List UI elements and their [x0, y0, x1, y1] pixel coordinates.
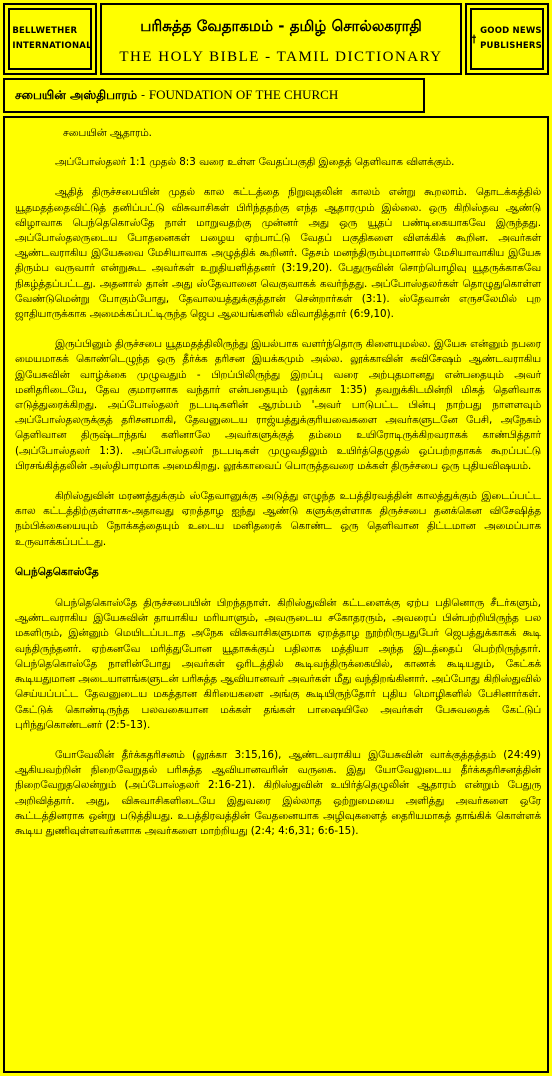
bellwether-logo-box: [3, 3, 97, 75]
cross-icon: [472, 24, 476, 54]
section-title-separator: -: [137, 88, 149, 102]
paragraph: பெந்தெகொஸ்தே திருச்சபையின் பிறந்தநாள். கிறிஸ்துவின் கட்டளைக்கு ஏற்ப பதினொரு சீடர்களும், ஆண்டவராகிய இயேசுவின் தாயாகிய மரியாளும், அவருடைய சகோதரரும், அவரைப் பின்பற்றியிருந்த பல மகளிரும், இன்னும் மெயிடப்படாத அநேக விசுவாசிகளுமாக ஏறத்தாழ நூற்றிருபதுபேர் ஜெபத்துக்காகக் கூடி வந்திருந்தனர். ஏற்கனவே மரித்துபோன யூதாசுக்குப் பதிலாக மத்தியா அந்த இடத்தைப் பெற்றிருந்தார். பெந்தெகொஸ்தே நாளின்போது அவர்கள் ஒரிடத்தில் கூடிவந்திருக்கையில், காணக் கூடியதும், கேட்கக் கூடியதுமான அடையாளங்களுடன் பரிசுத்த ஆவியானவர் அவர்கள் மீது வந்திறங்கினார். அப்போது கிறிஸ்துவில் செய்யப்பட்ட தேவனுடைய மகத்தான கிரியைகளை அங்கு கூடியிருந்தோர் புதிய மொழிகளில் பேசினார்கள். கேட்டுக் கொண்டிருந்த பலவகையான மக்கள் தங்கள் பாஷையிலே அவர்கள் பேசுவதைக் கேட்டுப் புரிந்துகொண்டனர் (2:5-13).: [15, 597, 541, 731]
paragraph: கிறிஸ்துவின் மரணத்துக்கும் ஸ்தேவானுக்கு அடுத்து எழுந்த உபத்திரவத்தின் காலத்துக்கும் இடைப்பட்ட கால கட்டத்திற்குள்ளாக-அதாவது ஏறத்தாழ ஐந்து ஆண்டு களுக்குள்ளாக திருச்சபை தனக்கென விசேஷித்த நம்பிக்கையையும் நோக்கத்தையும் உடைய மனிதரைக் கொண்ட ஒரு தெளிவான திட்டமான அமைப்பாக உருவாக்கப்பட்டது.: [15, 490, 541, 548]
paragraph-heading: சபையின் ஆதாரம்.: [63, 127, 152, 139]
good-news-logo-line1: GOOD NEWS: [480, 26, 542, 36]
section-title: [15, 87, 338, 104]
bellwether-logo-line2: INTERNATIONAL: [12, 41, 92, 51]
bellwether-logo: [8, 8, 92, 70]
title-tamil: பரிசுத்த வேதாகமம் - தமிழ் சொல்லகராதி: [140, 17, 422, 35]
title-box: [100, 3, 462, 75]
good-news-logo-line2: PUBLISHERS: [480, 41, 542, 51]
paragraph: அப்போஸ்தலர் 1:1 முதல் 8:3 வரை உள்ள வேதப்பகுதி இதைத் தெளிவாக விளக்கும்.: [55, 156, 455, 169]
good-news-logo: [470, 8, 544, 70]
section-title-box: [3, 78, 425, 113]
section-title-tamil: சபையின் அஸ்திபாரம்: [15, 88, 138, 102]
good-news-logo-box: [465, 3, 549, 75]
title-english: THE HOLY BIBLE - TAMIL DICTIONARY: [119, 49, 443, 65]
subheading-pentecost: பெந்தெகொஸ்தே: [15, 565, 99, 578]
article-body: [15, 126, 541, 1067]
paragraph: இருப்பினும் திருச்சபை யூதமதத்திலிருந்து இயல்பாக வளர்ந்தொரு கிளையுமல்ல. இயேசு என்னும் நபரை மையமாகக் கொண்டெழுந்த ஒரு தீர்க்க தரிசன இயக்கமும் அல்ல. லூக்காவின் சுவிசேஷம் ஆண்டவராகிய இயேசுவின் வாழ்க்கை முழுவதும் - பிறப்பிலிருந்து இறப்பு வரை அற்புதமானது என்பதையும் அவர் மனிதரிடையே, தேவ குமாரனாக வந்தார் என்பதையும் (லூக்கா 1:35) தவறுக்கிடமின்றி மிகத் தெளிவாக எடுத்துரைக்கிறது. அப்போஸ்தலர் நடபடிகளின் ஆரம்பம் 'அவர் பாடுபட்ட பின்பு நாற்பது நாளளவும் அப்போஸ்தலருக்குத் தரிசனமாகி, தேவனுடைய ராஜ்யத்துக்குரியவைகளை அவர்களுடனே பேசி, அநேகம் தெளிவான திருஷ்டாந்தங் களினாலே அவர்களுக்குத் தம்மை உயிரோடிருக்கிறவராகக் காண்பித்தார் (அப்போஸ்தலர் 1:3). அப்போஸ்தலர் நடபடிகள் முழுவதிலும் உயிர்த்தெழுதல் ஒப்பற்றதாகக் கூறப்பட்டு பிரசங்கித்தலின் அஸ்திபாரமாக அமைகிறது. லூக்காவைப் பொருத்தவரை மக்கள் திருச்சபை ஒரு புதியவிஷயம்.: [15, 338, 541, 472]
paragraph: ஆதித் திருச்சபையின் முதல் கால கட்டத்தை நிறுவுதலின் காலம் என்று கூறலாம். தொடக்கத்தில் யூதமதத்தைவிட்டுத் தனிப்பட்டு விசுவாசிகள் பிரிந்ததற்கு எந்த ஆதாரமும் இல்லை. ஒரு கிறிஸ்தவ ஆண்டு விழாவாக பெந்தெகொஸ்தே நாள் மாறுவதற்கு முன்னர் அது ஒரு யூதப் பண்டிகையாகவே இருந்தது. அப்போஸ்தலருடைய போதனைகள் பழைய ஏற்பாட்டு வேதப் பகுதிகளை விளக்கிக் கூறின. அவர்கள் ஆண்டவராகிய இயேசுவை மேசியாவாக அழுத்திக் கூறினர். தேசம் மனந்திரும்புமானால் மேசியாவாகிய இயேசு திரும்ப வருவார் என்றுகூட அவர்கள் உறுதியளித்தனர் (3:19,20). பேதுருவின் சொற்பொழிவு யூதருக்காகவே நிகழ்த்தப்பட்டது. அதனால் தான் அது ஸ்தேவானை வெகுவாகக் கவர்ந்தது. அப்போஸ்தலர்கள் தொழுதுகொள்ள வேண்டுமென்று போகும்போது, தேவாலயத்துக்குத்தான் சென்றார்கள் (3:1). ஸ்தேவான் எருசலேமில் புற ஜாதியாருக்காக அமைக்கப்பட்டிருந்த ஜெப ஆலயங்களில் விவாதித்தார் (6:9,10).: [15, 186, 541, 321]
bellwether-logo-line1: BELLWETHER: [12, 26, 78, 36]
paragraph: யோவேலின் தீர்க்கதரிசனம் (லூக்கா 3:15,16), ஆண்டவராகிய இயேசுவின் வாக்குத்தத்தம் (24:49) ஆகியவற்றின் நிறைவேறுதல் பரிசுத்த ஆவியானவரின் வருகை. இது யோவேலுடைய தீர்க்கதரிசனத்தின் நிறைவேறுதலென்றும் (அப்போஸ்தலர் 2:16-21). கிறிஸ்துவின் உயிர்த்தெழுலின் ஆதாரம் என்றும் பேதுரு அறிவித்தார். அது, விசுவாசிகளிடையே இதுவரை இல்லாத ஒற்றுமையை அளித்து அவர்களை ஒரே கூட்டத்தினராக ஒன்று படுத்தியது. உபத்திரவத்தின் வேதனையாக அழிவுகளைத் தைரியமாகத் தாங்கிக் கொள்ளக் கூடிய துணிவுள்ளவர்களாக அவர்களை மாற்றியது (2:4; 4:6,31; 6:6-15).: [15, 748, 541, 837]
section-title-english: FOUNDATION OF THE CHURCH: [148, 87, 339, 102]
content-box: [3, 116, 549, 1073]
